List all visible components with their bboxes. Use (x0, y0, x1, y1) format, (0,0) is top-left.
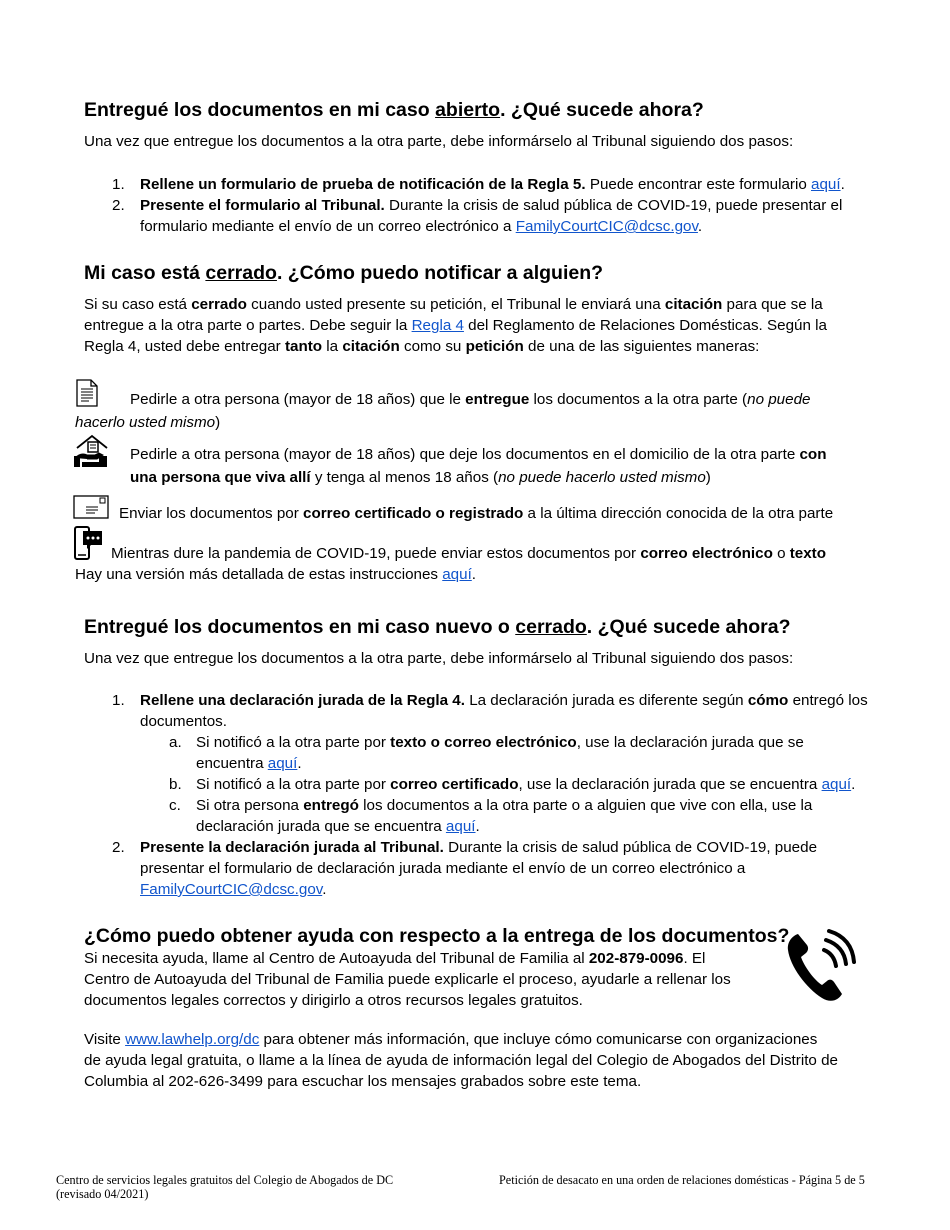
footer-right: Petición de desacato en una orden de relaciones domésticas - Página 5 de 5 (499, 1173, 865, 1187)
para-text: del Reglamento de Relaciones Domésticas. Según la (463, 317, 827, 334)
method2-line2 (130, 467, 711, 488)
lawhelp-link[interactable]: www.lawhelp.org/dc (125, 1031, 260, 1048)
para-text: de una de las siguientes maneras: (523, 338, 760, 355)
step-bold: cómo (747, 692, 789, 709)
section1-step2 (140, 195, 842, 216)
step-number: 1. (112, 176, 125, 193)
method-bold: correo certificado o registrado (303, 505, 524, 522)
help-line1 (84, 948, 705, 969)
section3-step2-line3: FamilyCourtCIC@dcsc.gov. (140, 881, 327, 898)
visit-line1 (84, 1029, 817, 1050)
footer-left (56, 1173, 393, 1201)
document-icon (75, 379, 99, 413)
footer-revision: (revisado 04/2021) (56, 1187, 149, 1201)
method2-line1 (130, 444, 827, 465)
method-text: ) (215, 414, 221, 431)
method-bold: texto (789, 545, 827, 562)
step-text: los documentos a la otra parte o a alguien que vive con ella, use la (358, 797, 813, 814)
footer-org: Centro de servicios legales gratuitos del Colegio de Abogados de DC (56, 1173, 394, 1187)
substep-letter: a. (169, 734, 182, 751)
method-text: ) (705, 469, 711, 486)
step-text: declaración jurada que se encuentra (196, 818, 446, 835)
step-text: Durante la crisis de salud pública de COVID-19, puede (443, 839, 818, 856)
heading-text: Entregué los documentos en mi caso (84, 99, 436, 121)
email-link[interactable]: FamilyCourtCIC@dcsc.gov (515, 218, 698, 235)
method-text: Mientras dure la pandemia de COVID-19, puede enviar estos documentos por (111, 545, 641, 562)
method-italic: no puede (747, 391, 811, 408)
step-bold: correo certificado (390, 776, 519, 793)
method-text: Enviar los documentos por (119, 505, 304, 522)
section2-para-line1 (84, 294, 823, 315)
para-text: cuando usted presente su petición, el Tribunal le enviará una (246, 296, 665, 313)
step-bold: Rellene una declaración jurada de la Regla 4. (140, 692, 465, 709)
step-text: Si otra persona (196, 797, 304, 814)
section3-step2-line2: presentar el formulario de declaración jurada mediante el envío de un correo electrónico a (140, 860, 746, 877)
step-bold: Presente el formulario al Tribunal. (140, 197, 385, 214)
phone-message-icon (74, 526, 104, 566)
more-instructions: Hay una versión más detallada de estas instrucciones aquí. (75, 566, 477, 583)
section2-para-line3 (84, 336, 759, 357)
para-text: la (322, 338, 343, 355)
house-delivery-icon (73, 434, 111, 474)
envelope-icon (73, 495, 109, 527)
step-text: formulario mediante el envío de un correo electrónico a (140, 218, 516, 235)
method1-line1 (130, 389, 810, 410)
para-text: entregue a la otra parte o partes. Debe seguir la (84, 317, 412, 334)
para-bold: citación (342, 338, 400, 355)
substep-b: Si notificó a la otra parte por correo certificado, use la declaración jurada que se encuentra aquí. (196, 776, 856, 793)
step-bold: Rellene un formulario de prueba de notificación de la Regla 5. (140, 176, 586, 193)
method-bold: entregue (465, 391, 530, 408)
method3 (119, 503, 833, 524)
step-bold: Presente la declaración jurada al Tribunal. (140, 839, 444, 856)
method-italic: hacerlo usted mismo (75, 414, 216, 431)
method-bold: con (799, 446, 827, 463)
para-bold: citación (664, 296, 723, 313)
para-text: para que se la (722, 296, 823, 313)
heading-underlined: cerrado (515, 616, 587, 638)
substep-a (196, 732, 804, 753)
para-text: como su (399, 338, 466, 355)
instructions-link[interactable]: aquí (442, 566, 472, 583)
substep-c (196, 795, 812, 816)
step-bold: texto o correo electrónico (390, 734, 577, 751)
section1-heading (84, 97, 704, 123)
method-text: o (772, 545, 790, 562)
para-text: Hay una versión más detallada de estas instrucciones (75, 566, 443, 583)
method-italic: no puede hacerlo usted mismo (498, 469, 706, 486)
step-text: Puede encontrar este formulario (585, 176, 811, 193)
step-text: La declaración jurada es diferente según (464, 692, 748, 709)
para-text: . El (683, 950, 706, 967)
para-text: Regla 4, usted debe entregar (84, 338, 285, 355)
method-text: los documentos a la otra parte ( (529, 391, 748, 408)
para-text: para obtener más información, que incluye cómo comunicarse con organizaciones (259, 1031, 818, 1048)
affidavit-text-link[interactable]: aquí (267, 755, 298, 772)
heading-text: . ¿Qué sucede ahora? (500, 99, 704, 121)
method-bold: una persona que viva allí (130, 469, 311, 486)
step-number: 2. (112, 197, 125, 214)
substep-a-line2: encuentra aquí. (196, 755, 302, 772)
step-text: Si notificó a la otra parte por (196, 776, 391, 793)
heading-text: Mi caso está (84, 262, 206, 284)
affidavit-person-link[interactable]: aquí (445, 818, 476, 835)
section1-step2-line2: formulario mediante el envío de un correo electrónico a FamilyCourtCIC@dcsc.gov. (140, 218, 703, 235)
visit-line2: de ayuda legal gratuita, o llame a la línea de ayuda de información legal del Colegio de Abogados del Distrito de (84, 1052, 838, 1069)
method-text: y tenga al menos 18 años ( (310, 469, 499, 486)
help-line3: documentos legales correctos y dirigirlo a otros recursos legales gratuitos. (84, 992, 583, 1009)
heading-underlined: cerrado (205, 262, 277, 284)
section3-heading (84, 614, 791, 640)
para-text: Visite (84, 1031, 126, 1048)
phone-icon (784, 928, 856, 1010)
substep-c-line2: declaración jurada que se encuentra aquí. (196, 818, 480, 835)
step-text: Durante la crisis de salud pública de COVID-19, puede presentar el (384, 197, 843, 214)
affidavit-mail-link[interactable]: aquí (821, 776, 852, 793)
method-bold: correo electrónico (640, 545, 773, 562)
form-link[interactable]: aquí (811, 176, 841, 193)
email-link[interactable]: FamilyCourtCIC@dcsc.gov (140, 881, 323, 898)
method-text: Pedirle a otra persona (mayor de 18 años) que le (130, 391, 466, 408)
step-text: encuentra (196, 755, 268, 772)
section3-step1 (140, 690, 868, 711)
section1-step1: Rellene un formulario de prueba de notificación de la Regla 5. Puede encontrar este formulario aquí. (140, 176, 845, 193)
step-text: entregó los (788, 692, 868, 709)
substep-letter: c. (169, 797, 181, 814)
step-number: 2. (112, 839, 125, 856)
step-bold: entregó (303, 797, 359, 814)
substep-letter: b. (169, 776, 182, 793)
para-text: Si necesita ayuda, llame al Centro de Autoayuda del Tribunal de Familia al (84, 950, 589, 967)
method4 (111, 543, 826, 564)
section3-intro: Una vez que entregue los documentos a la otra parte, debe informárselo al Tribunal siguiendo dos pasos: (84, 650, 794, 667)
phone-number: 202-879-0096 (588, 950, 684, 967)
method-text: Pedirle a otra persona (mayor de 18 años) que deje los documentos en el domicilio de la otra parte (130, 446, 800, 463)
section1-intro: Una vez que entregue los documentos a la otra parte, debe informárselo al Tribunal siguiendo dos pasos: (84, 133, 794, 150)
para-bold: petición (465, 338, 524, 355)
help-line2: Centro de Autoayuda del Tribunal de Familia puede explicarle el proceso, ayudarle a rellenar los (84, 971, 731, 988)
section2-para-line2 (84, 315, 827, 336)
rule4-link[interactable]: Regla 4 (411, 317, 464, 334)
section2-heading (84, 260, 603, 286)
heading-text: Entregué los documentos en mi caso nuevo o (84, 616, 516, 638)
heading-text: . ¿Qué sucede ahora? (586, 616, 791, 638)
section3-step1-line2: documentos. (140, 713, 227, 730)
para-bold: cerrado (191, 296, 247, 313)
step-text: Si notificó a la otra parte por (196, 734, 391, 751)
para-bold: tanto (284, 338, 323, 355)
step-text: , use la declaración jurada que se encuentra (518, 776, 822, 793)
section3-step2 (140, 837, 817, 858)
step-number: 1. (112, 692, 125, 709)
heading-underlined: abierto (435, 99, 501, 121)
para-text: Si su caso está (84, 296, 192, 313)
method1-line2 (75, 412, 220, 433)
section4-heading: ¿Cómo puedo obtener ayuda con respecto a la entrega de los documentos? (84, 925, 790, 947)
visit-line3: Columbia al 202-626-3499 para escuchar los mensajes grabados sobre este tema. (84, 1073, 642, 1090)
step-text: , use la declaración jurada que se (576, 734, 804, 751)
heading-text: . ¿Cómo puedo notificar a alguien? (276, 262, 604, 284)
method-text: a la última dirección conocida de la otra parte (523, 505, 834, 522)
